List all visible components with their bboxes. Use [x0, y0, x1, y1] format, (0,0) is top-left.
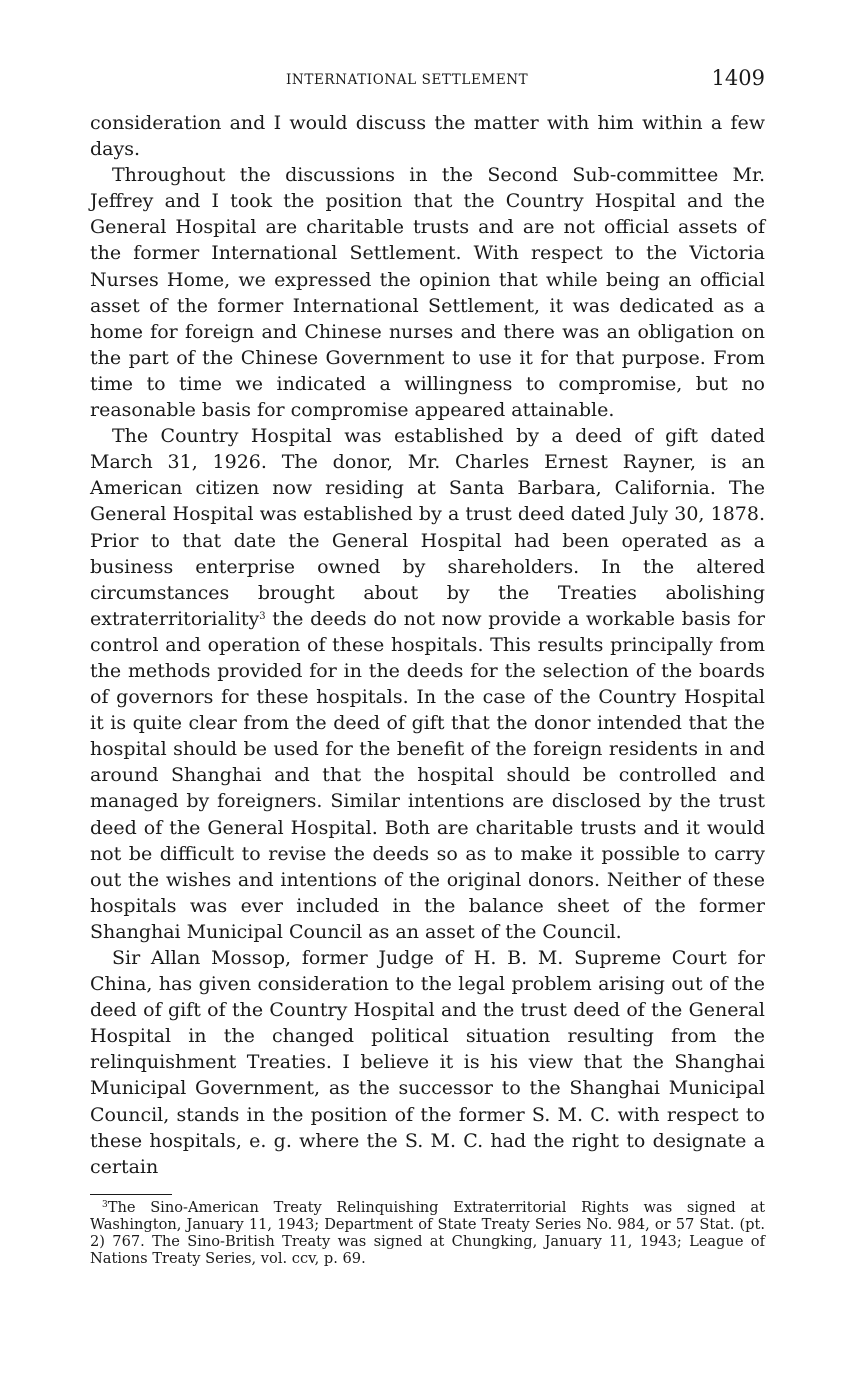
footnote-marker: 3	[102, 1199, 108, 1210]
paragraph-text-after-ref: the deeds do not now provide a workable basis for control and operation of these hospitals. This results principally from the methods provided for in the deeds for the selection of the boards of governors for these hospitals. In the case of the Country Hospital it is quite clear from the deed of gift that the donor intended that the hospital should be used for the benefit of the foreign residents in and around Shanghai and that the hospital should be controlled and managed by foreigners. Similar intentions are disclosed by the trust deed of the General Hospital. Both are charitable trusts and it would not be difficult to revise the deeds so as to make it possible to carry out the wishes and intentions of the original donors. Neither of these hospitals was ever included in the balance sheet of the former Shanghai Municipal Council as an asset of the Council.	[90, 607, 765, 943]
body-text	[90, 110, 765, 1180]
paragraph-country-hospital	[90, 423, 765, 945]
page-number: 1409	[711, 66, 765, 90]
paragraph-allan-mossop: Sir Allan Mossop, former Judge of H. B. M. Supreme Court for China, has given consideration to the legal problem arising out of the deed of gift of the Country Hospital and the trust deed of the General Hospital in the changed political situation resulting from the relinquishment Treaties. I believe it is his view that the Shanghai Municipal Government, as the successor to the Shanghai Municipal Council, stands in the position of the former S. M. C. with respect to these hospitals, e. g. where the S. M. C. had the right to designate a certain	[90, 947, 765, 1178]
page-header	[90, 64, 765, 94]
footnote-reference: 3	[259, 610, 266, 622]
document-page	[90, 64, 765, 1267]
footnote-divider	[90, 1194, 172, 1195]
paragraph-text-before-ref: The Country Hospital was established by a deed of gift dated March 31, 1926. The donor, Mr. Charles Ernest Rayner, is an American citizen now residing at Santa Barbara, California. The General Hospital was established by a trust deed dated July 30, 1878. Prior to that date the General Hospital had been operated as a business enterprise owned by shareholders. In the altered circumstances brought about by the Treaties abolishing extraterritoriality	[90, 425, 765, 630]
footnote-text: The Sino-American Treaty Relinquishing Extraterritorial Rights was signed at Washington, January 11, 1943; Department of State Treaty Series No. 984, or 57 Stat. (pt. 2) 767. The Sino-British Treaty was signed at Chungking, January 11, 1943; League of Nations Treaty Series, vol. ccv, p. 69.	[90, 1198, 765, 1267]
paragraph-sub-committee-position: Throughout the discussions in the Second Sub-committee Mr. Jeffrey and I took the position that the Country Hospital and the General Hospital are charitable trusts and are not official assets of the former International Settlement. With respect to the Victoria Nurses Home, we expressed the opinion that while being an official asset of the former International Settlement, it was dedicated as a home for foreign and Chinese nurses and there was an obligation on the part of the Chinese Government to use it for that purpose. From time to time we indicated a willingness to compromise, but no reasonable basis for compromise appeared attainable.	[90, 164, 765, 422]
running-head: INTERNATIONAL SETTLEMENT	[286, 72, 529, 88]
paragraph-continuation: consideration and I would discuss the matter with him within a few days.	[90, 112, 765, 161]
footnote	[90, 1199, 765, 1267]
